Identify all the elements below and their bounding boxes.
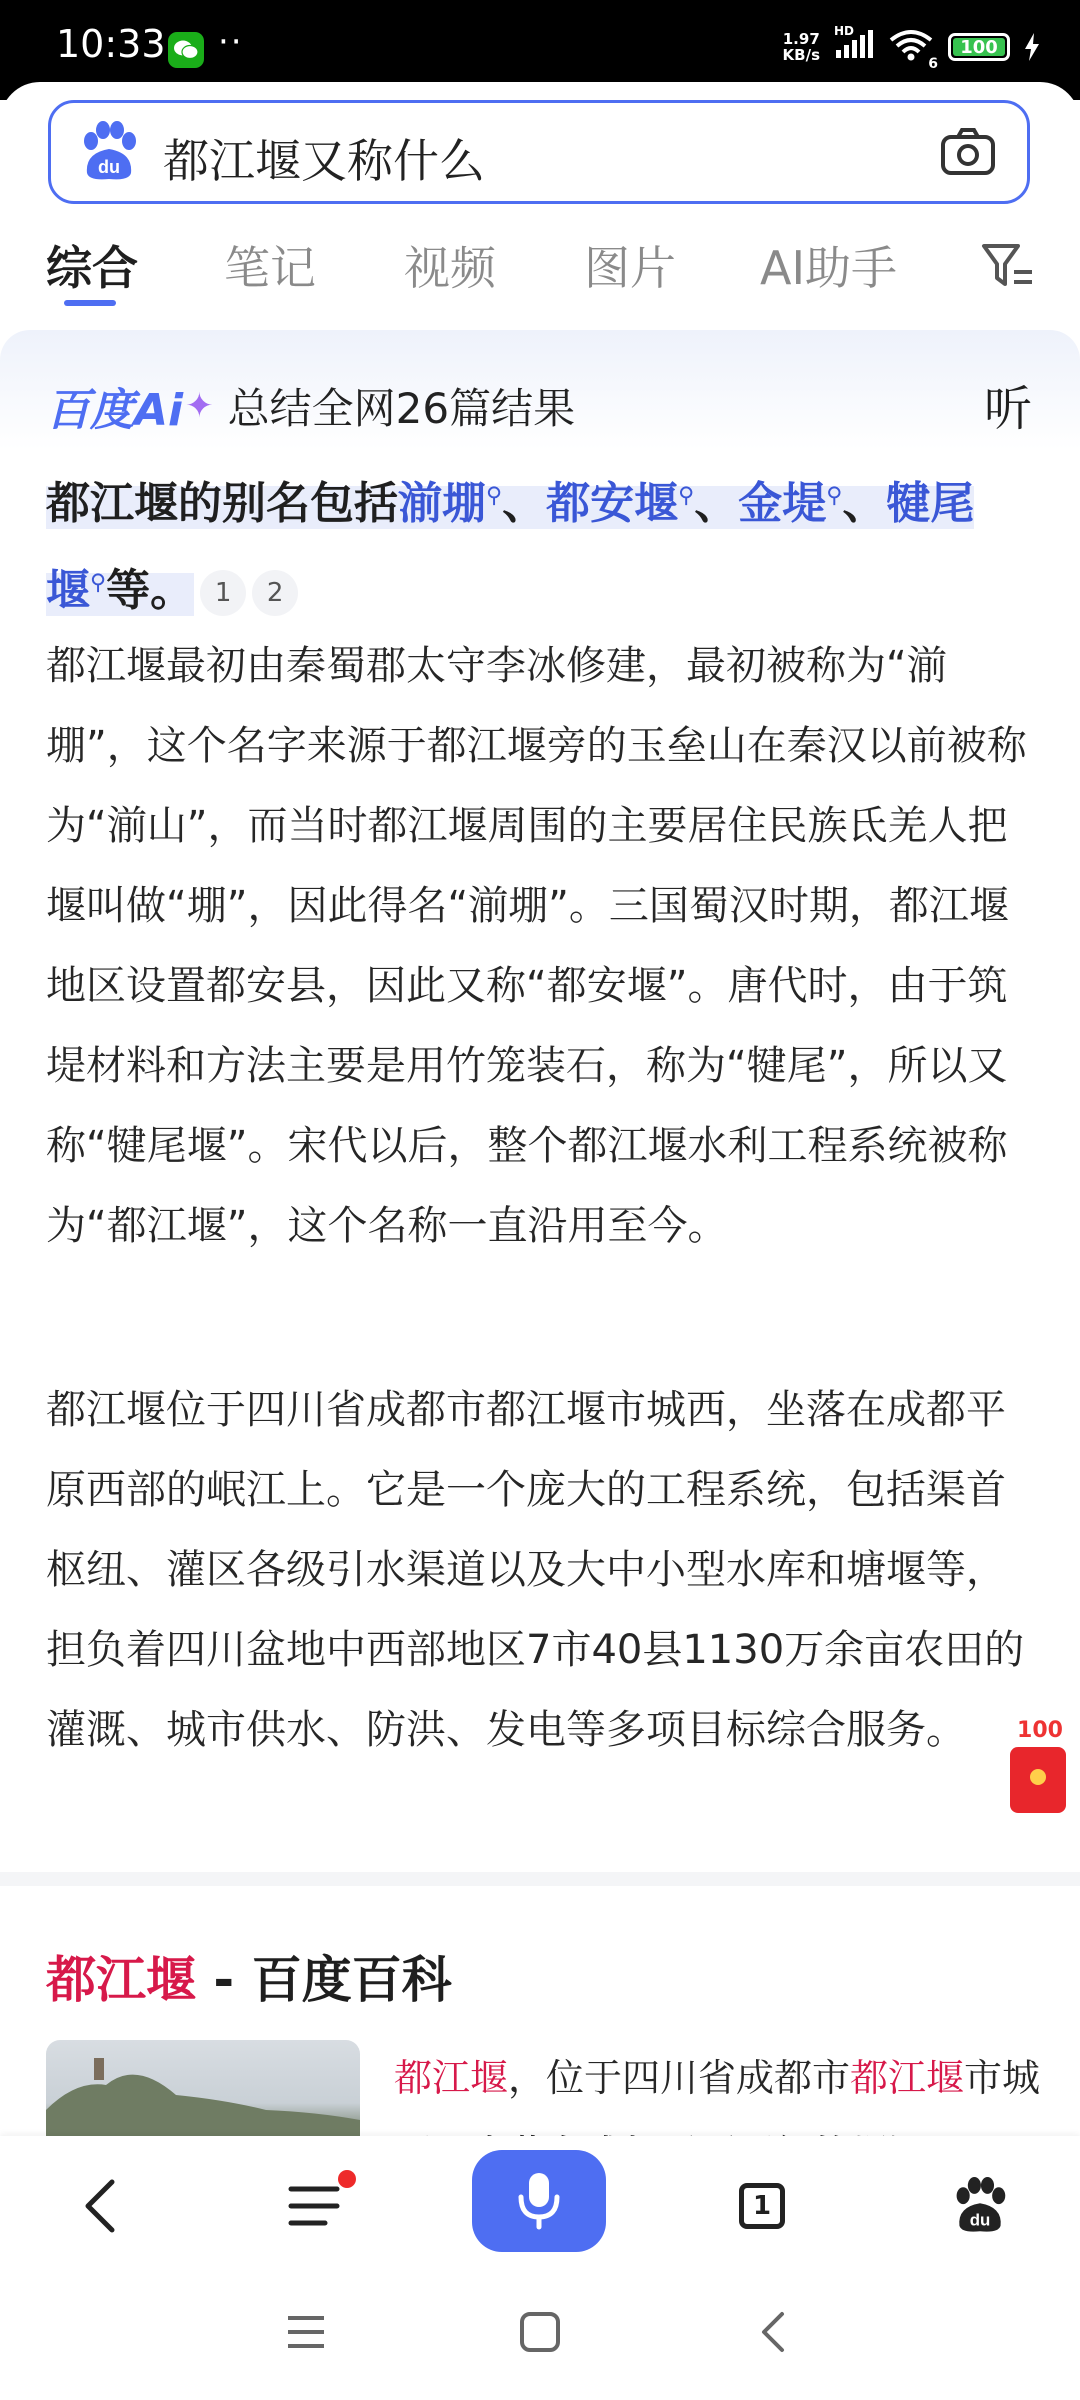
wechat-icon [168,32,204,68]
svg-text:du: du [969,2210,991,2230]
search-header [0,82,1080,232]
tab-ai-assistant[interactable]: AI助手 [760,241,898,295]
tab-notes[interactable]: 笔记 [224,241,316,295]
ai-paragraph-history: 都江堰最初由秦蜀郡太守李冰修建，最初被称为“湔堋”，这个名字来源于都江堰旁的玉垒山在秦汉以前被称为“湔山”，而当时都江堰周围的主要居住民族氐羌人把堰叫做“堋”，因此得名“湔堋”。三国蜀汉时期，都江堰地区设置都安县，因此又称“都安堰”。唐代时，由于筑堤材料和方法主要是用竹笼装石，称为“犍尾”，所以又称“犍尾堰”。宋代以后，整个都江堰水利工程系统被称为“都江堰”，这个名称一直沿用至今。 [46,643,1027,1249]
tabs-icon[interactable] [722,2156,802,2256]
baike-result-title[interactable]: 都江堰 - 百度百科 [46,1951,452,2009]
tab-count: 1 [739,2183,785,2229]
ai-paragraph-location: 都江堰位于四川省成都市都江堰市城西，坐落在成都平原西部的岷江上。它是一个庞大的工程系统，包括渠首枢纽、灌区各级引水渠道以及大中小型水库和塘堰等，担负着四川盆地中西部地区7市40县1130万余亩农田的灌溉、城市供水、防洪、发电等多项目标综合服务。 [46,1387,1025,1753]
red-envelope-icon[interactable] [1010,1747,1066,1813]
nav-back-icon[interactable] [752,2310,796,2358]
baidu-paw-icon[interactable] [77,121,141,187]
search-input[interactable] [48,100,1030,204]
camera-icon[interactable] [939,123,997,185]
sparkle-icon: ✦ [185,386,214,426]
battery-icon: 100 [948,33,1010,61]
section-divider [0,1872,1080,1886]
recent-apps-icon[interactable] [284,2310,328,2358]
alias-link[interactable]: 犍尾堰 [46,477,975,617]
signal-icon: HD [834,30,874,64]
system-nav-bar [0,2276,1080,2400]
status-dots: ·· [218,22,244,62]
result-tabs [0,228,1080,324]
wifi-icon: 6 [888,28,934,66]
search-query[interactable]: 都江堰又称什么 [163,134,485,188]
citation-badge[interactable]: 1 [200,570,246,616]
menu-icon[interactable] [270,2156,360,2256]
ai-answer: 都江堰的别名包括湔堋⚲、都安堰⚲、金堤⚲、犍尾堰⚲等。 1 2 [46,477,975,617]
search-icon[interactable]: ⚲ [826,483,843,508]
status-right [782,24,1040,72]
filter-icon[interactable] [980,238,1036,298]
search-icon[interactable]: ⚲ [90,570,107,596]
active-tab-indicator [64,300,116,306]
tab-comprehensive[interactable]: 综合 [46,241,138,295]
notification-dot [338,2170,356,2188]
baidu-home-icon[interactable] [940,2156,1020,2256]
ai-summary-card [0,330,1080,1870]
mic-icon[interactable] [472,2150,606,2252]
alias-link[interactable]: 都安堰 [546,477,679,529]
search-icon[interactable]: ⚲ [486,483,503,508]
svg-text:du: du [98,157,120,177]
tab-videos[interactable]: 视频 [404,241,496,295]
citation-badge[interactable]: 2 [252,570,298,616]
tab-images[interactable]: 图片 [584,241,676,295]
ai-brand-logo: 百度Ai [46,385,184,436]
home-icon[interactable] [518,2310,562,2358]
search-icon[interactable]: ⚲ [678,483,695,508]
baike-snippet: 都江堰，位于四川省成都市都江堰市城 [394,2056,1041,2100]
alias-link[interactable]: 金堤 [738,477,827,529]
listen-button[interactable]: 听 [983,381,1032,437]
ai-header [46,374,575,438]
red-packet-label: 100 [1017,1718,1063,1743]
charging-icon [1024,33,1040,61]
status-time: 10:33 [56,22,166,66]
ai-summary-count: 总结全网26篇结果 [227,384,576,433]
red-packet-widget[interactable] [1010,1718,1070,1813]
alias-link[interactable]: 湔堋 [398,477,486,529]
bottom-toolbar [0,2136,1080,2276]
net-speed: 1.97 KB/s [782,30,820,64]
back-icon[interactable] [60,2156,140,2256]
